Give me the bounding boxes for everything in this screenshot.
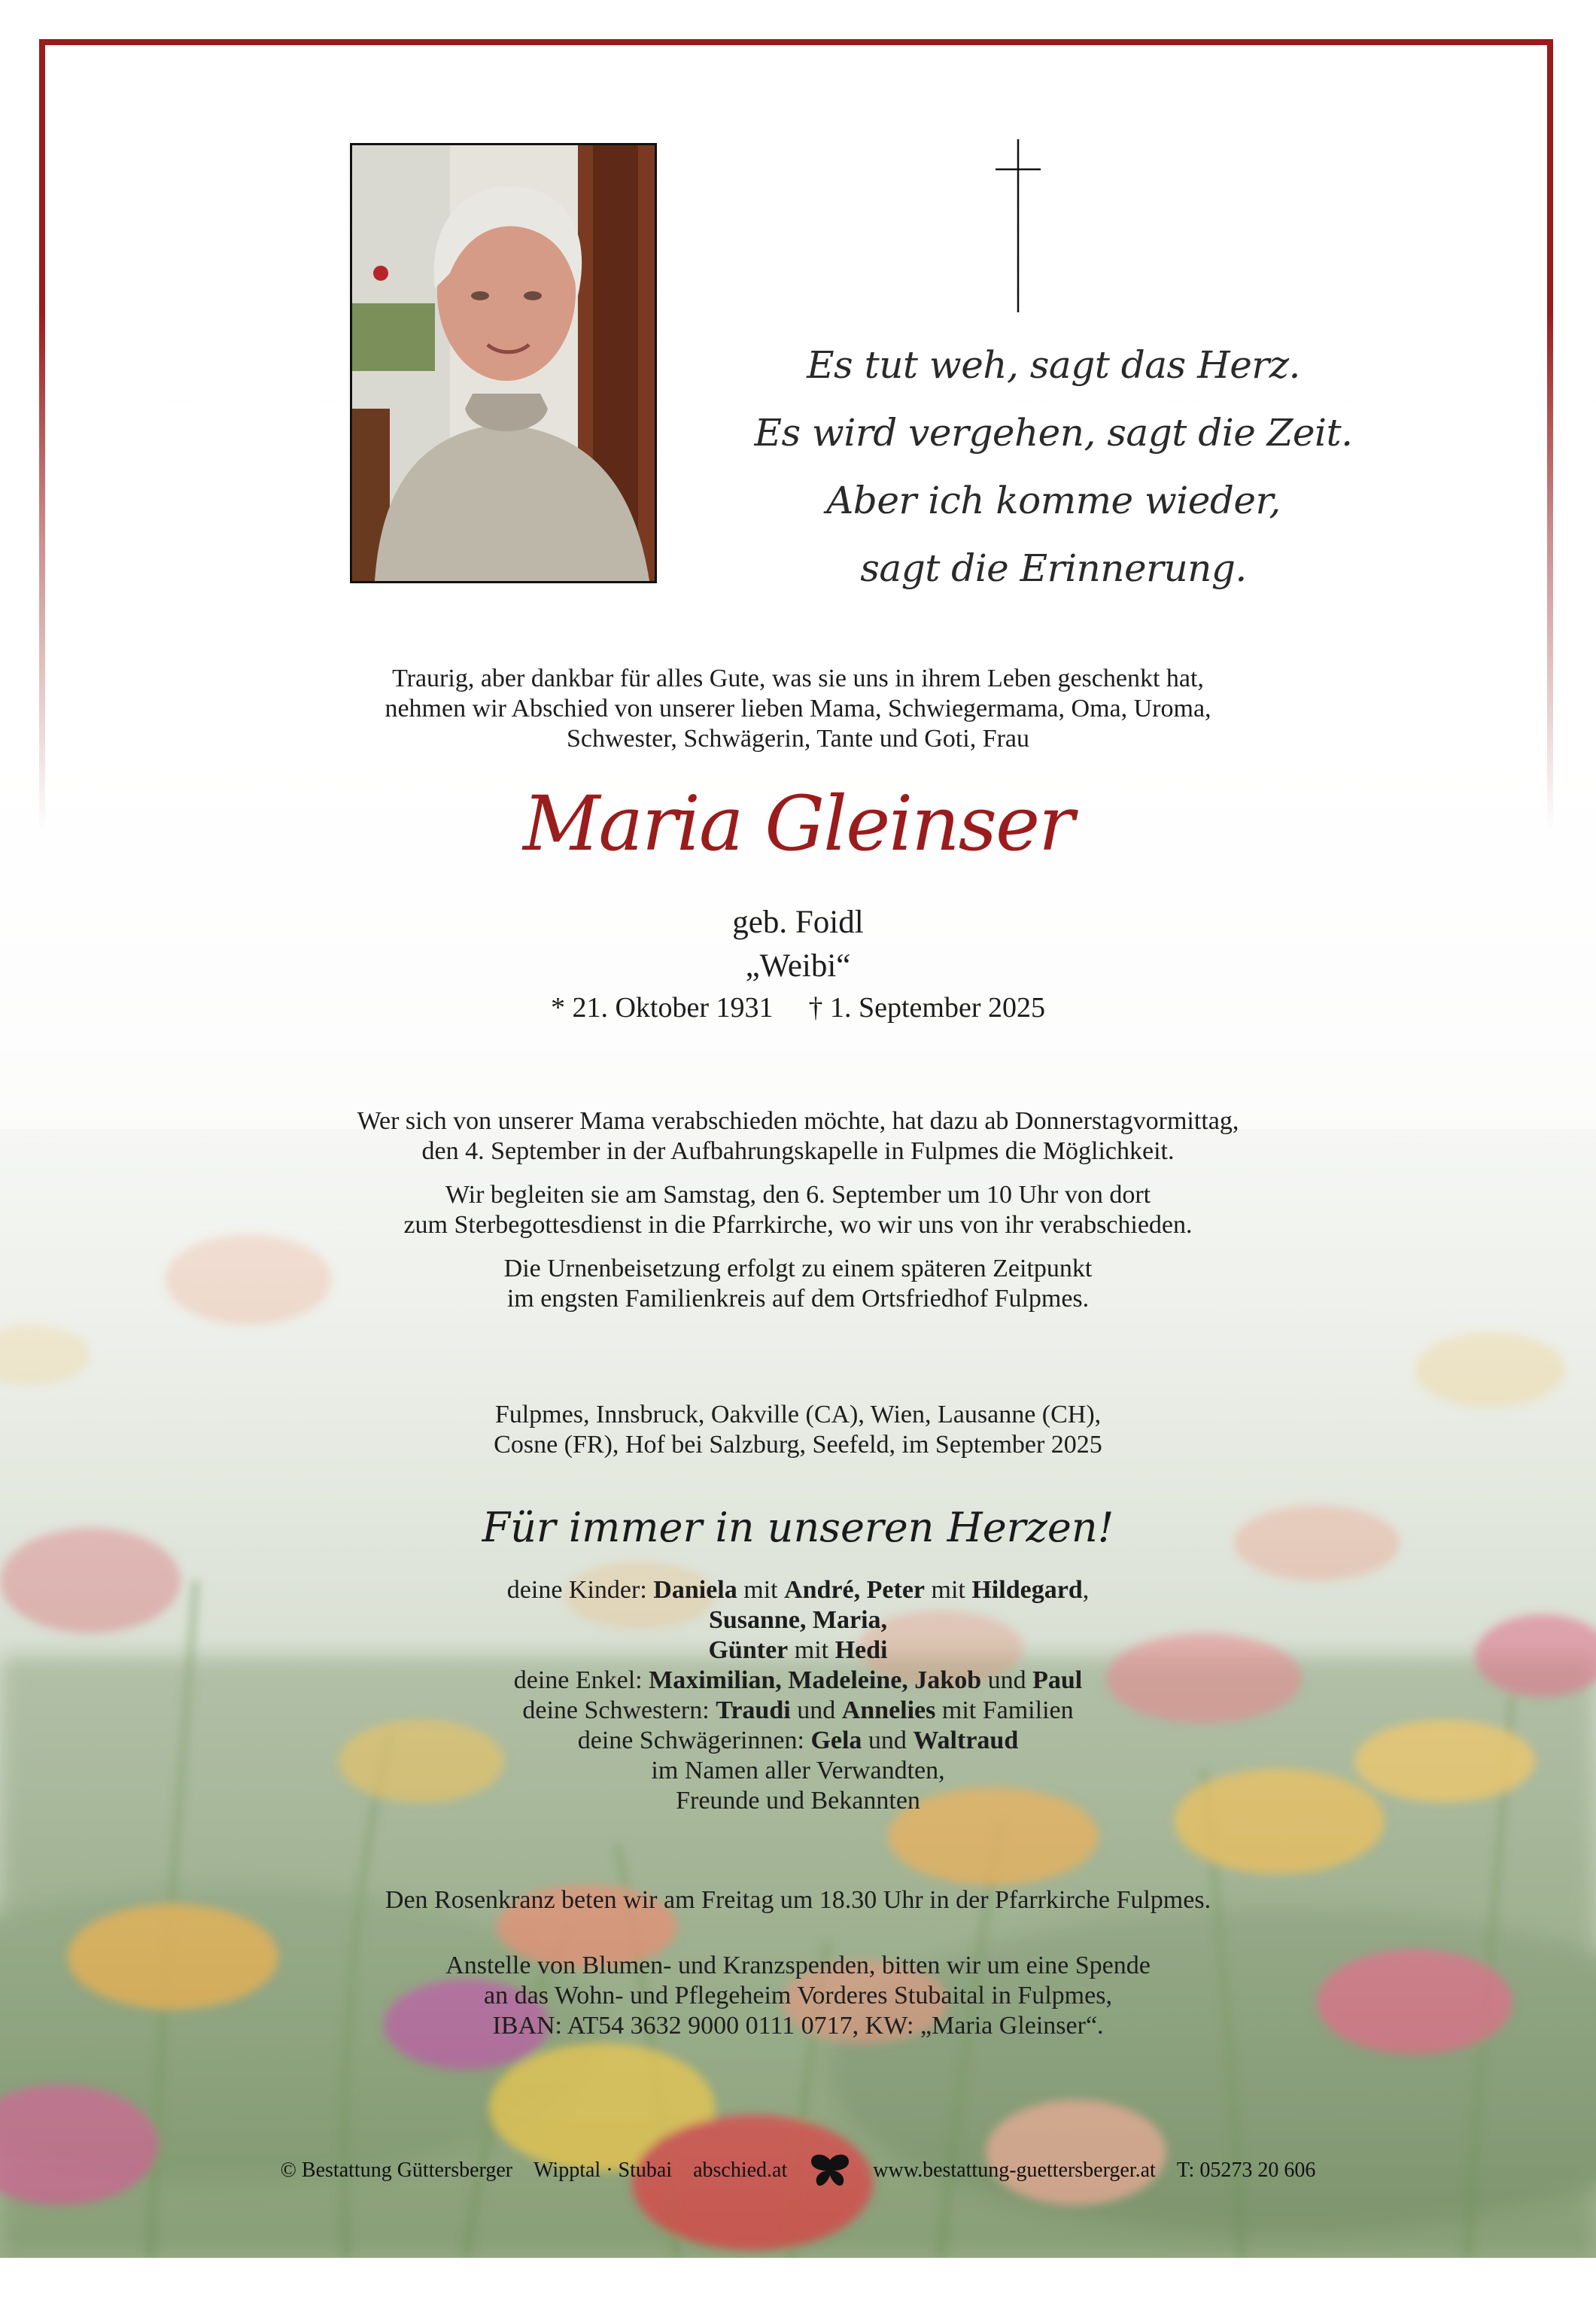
places-line: Fulpmes, Innsbruck, Oakville (CA), Wien, Lausanne (CH), <box>494 1401 1102 1428</box>
mourner-name: Paul <box>1032 1666 1083 1694</box>
farewell-line: Wer sich von unserer Mama verabschieden möchte, hat dazu ab Donnerstagvormittag, <box>357 1107 1239 1135</box>
footer-company: © Bestattung Güttersberger <box>280 2159 513 2182</box>
mourner-label: deine Schwägerinnen: <box>577 1727 804 1754</box>
mourner-connector: mit <box>931 1576 965 1604</box>
donation-line: Anstelle von Blumen- und Kranzspenden, bitten wir um eine Spende <box>445 1952 1151 1979</box>
mourner-label: deine Schwestern: <box>522 1696 710 1724</box>
poem-line: Es tut weh, sagt das Herz. <box>807 343 1300 387</box>
death-date: † 1. September 2025 <box>808 992 1046 1024</box>
farewell-info <box>0 1106 1596 1314</box>
footer-region: Wipptal · Stubai <box>534 2159 673 2182</box>
mourner-connector: mit Familien <box>941 1696 1074 1724</box>
memorial-poem <box>677 331 1430 602</box>
motto: Für immer in unseren Herzen! <box>482 1504 1114 1551</box>
mourner-name: Waltraud <box>913 1727 1019 1754</box>
poem-line: Aber ich komme wieder, <box>826 479 1281 522</box>
nickname: „Weibi“ <box>745 948 851 984</box>
footer-phone: T: 05273 20 606 <box>1176 2159 1316 2182</box>
footer-site-short[interactable]: abschied.at <box>693 2159 788 2182</box>
farewell-paragraph <box>0 1254 1596 1314</box>
maiden-name: geb. Foidl <box>732 905 864 940</box>
farewell-line: im engsten Familienkreis auf dem Ortsfriedhof Fulpmes. <box>506 1285 1090 1313</box>
mourner-name: Traudi <box>716 1696 791 1724</box>
footer-website[interactable]: www.bestattung-guettersberger.at <box>873 2159 1156 2182</box>
mourner-connector: mit <box>794 1636 829 1664</box>
mourner-name: Maximilian, Madeleine, Jakob <box>649 1666 982 1694</box>
mourner-name: Hedi <box>834 1636 888 1664</box>
mourner-connector: und <box>797 1696 836 1724</box>
intro-line: Traurig, aber dankbar für alles Gute, was sie uns in ihrem Leben geschenkt hat, <box>392 665 1204 692</box>
mourner-name: Daniela <box>653 1576 737 1604</box>
poem-line: Es wird vergehen, sagt die Zeit. <box>754 411 1353 455</box>
intro-text <box>0 664 1596 754</box>
mourner-name: Gela <box>810 1727 862 1754</box>
rosary-note: Den Rosenkranz beten wir am Freitag um 18.30 Uhr in der Pfarrkirche Fulpmes. <box>385 1886 1211 1914</box>
donation-line: IBAN: AT54 3632 9000 0111 0717, KW: „Maria Gleinser“. <box>492 2012 1104 2040</box>
poem-line: sagt die Erinnerung. <box>860 546 1247 590</box>
life-dates <box>0 990 1596 1026</box>
mourner-label: deine Enkel: <box>513 1666 643 1694</box>
mourner-label: deine Kinder: <box>506 1576 647 1604</box>
mourners-grandchildren <box>0 1666 1596 1696</box>
intro-line: nehmen wir Abschied von unserer lieben Mama, Schwiegermama, Oma, Uroma, <box>385 695 1211 723</box>
mourners-children: deine Kinder: Daniela mit André, Peter mit Hildegard, <box>506 1576 1090 1604</box>
mourners-list <box>0 1575 1596 1816</box>
mourner-connector: und <box>987 1666 1026 1694</box>
donation-line: an das Wohn- und Pflegeheim Vorderes Stubaital in Fulpmes, <box>484 1982 1112 2009</box>
mourners-closing: Freunde und Bekannten <box>676 1787 920 1815</box>
mourner-name: Hildegard <box>971 1576 1083 1604</box>
cross-icon <box>988 139 1048 312</box>
mourner-connector: und <box>868 1727 907 1754</box>
mourners-sisters-in-law <box>0 1726 1596 1756</box>
mourner-name: Susanne, Maria, <box>708 1606 888 1634</box>
mourner-name: André, Peter <box>784 1576 926 1604</box>
farewell-line: Wir begleiten sie am Samstag, den 6. September um 10 Uhr von dort <box>445 1181 1151 1209</box>
places-and-date <box>0 1400 1596 1460</box>
deceased-name: Maria Gleinser <box>523 780 1073 868</box>
farewell-paragraph <box>0 1106 1596 1167</box>
butterfly-icon <box>808 2152 852 2189</box>
mourner-name: Günter <box>708 1636 789 1664</box>
mourners-sisters <box>0 1696 1596 1726</box>
portrait-photo <box>350 143 657 583</box>
intro-line: Schwester, Schwägerin, Tante und Goti, Frau <box>566 725 1030 753</box>
farewell-line: den 4. September in der Aufbahrungskapelle in Fulpmes die Möglichkeit. <box>421 1137 1175 1165</box>
mourner-name: Annelies <box>841 1696 936 1724</box>
farewell-line: Die Urnenbeisetzung erfolgt zu einem späteren Zeitpunkt <box>503 1255 1093 1282</box>
donation-note <box>0 1951 1596 2041</box>
name-details <box>0 901 1596 988</box>
mourner-connector: mit <box>743 1576 778 1604</box>
mourners-closing: im Namen aller Verwandten, <box>651 1757 945 1784</box>
birth-date: * 21. Oktober 1931 <box>550 992 774 1024</box>
places-line: Cosne (FR), Hof bei Salzburg, Seefeld, im September 2025 <box>494 1431 1102 1459</box>
footer <box>0 2152 1596 2189</box>
farewell-paragraph <box>0 1180 1596 1240</box>
farewell-line: zum Sterbegottesdienst in die Pfarrkirche, wo wir uns von ihr verabschieden. <box>403 1211 1193 1239</box>
